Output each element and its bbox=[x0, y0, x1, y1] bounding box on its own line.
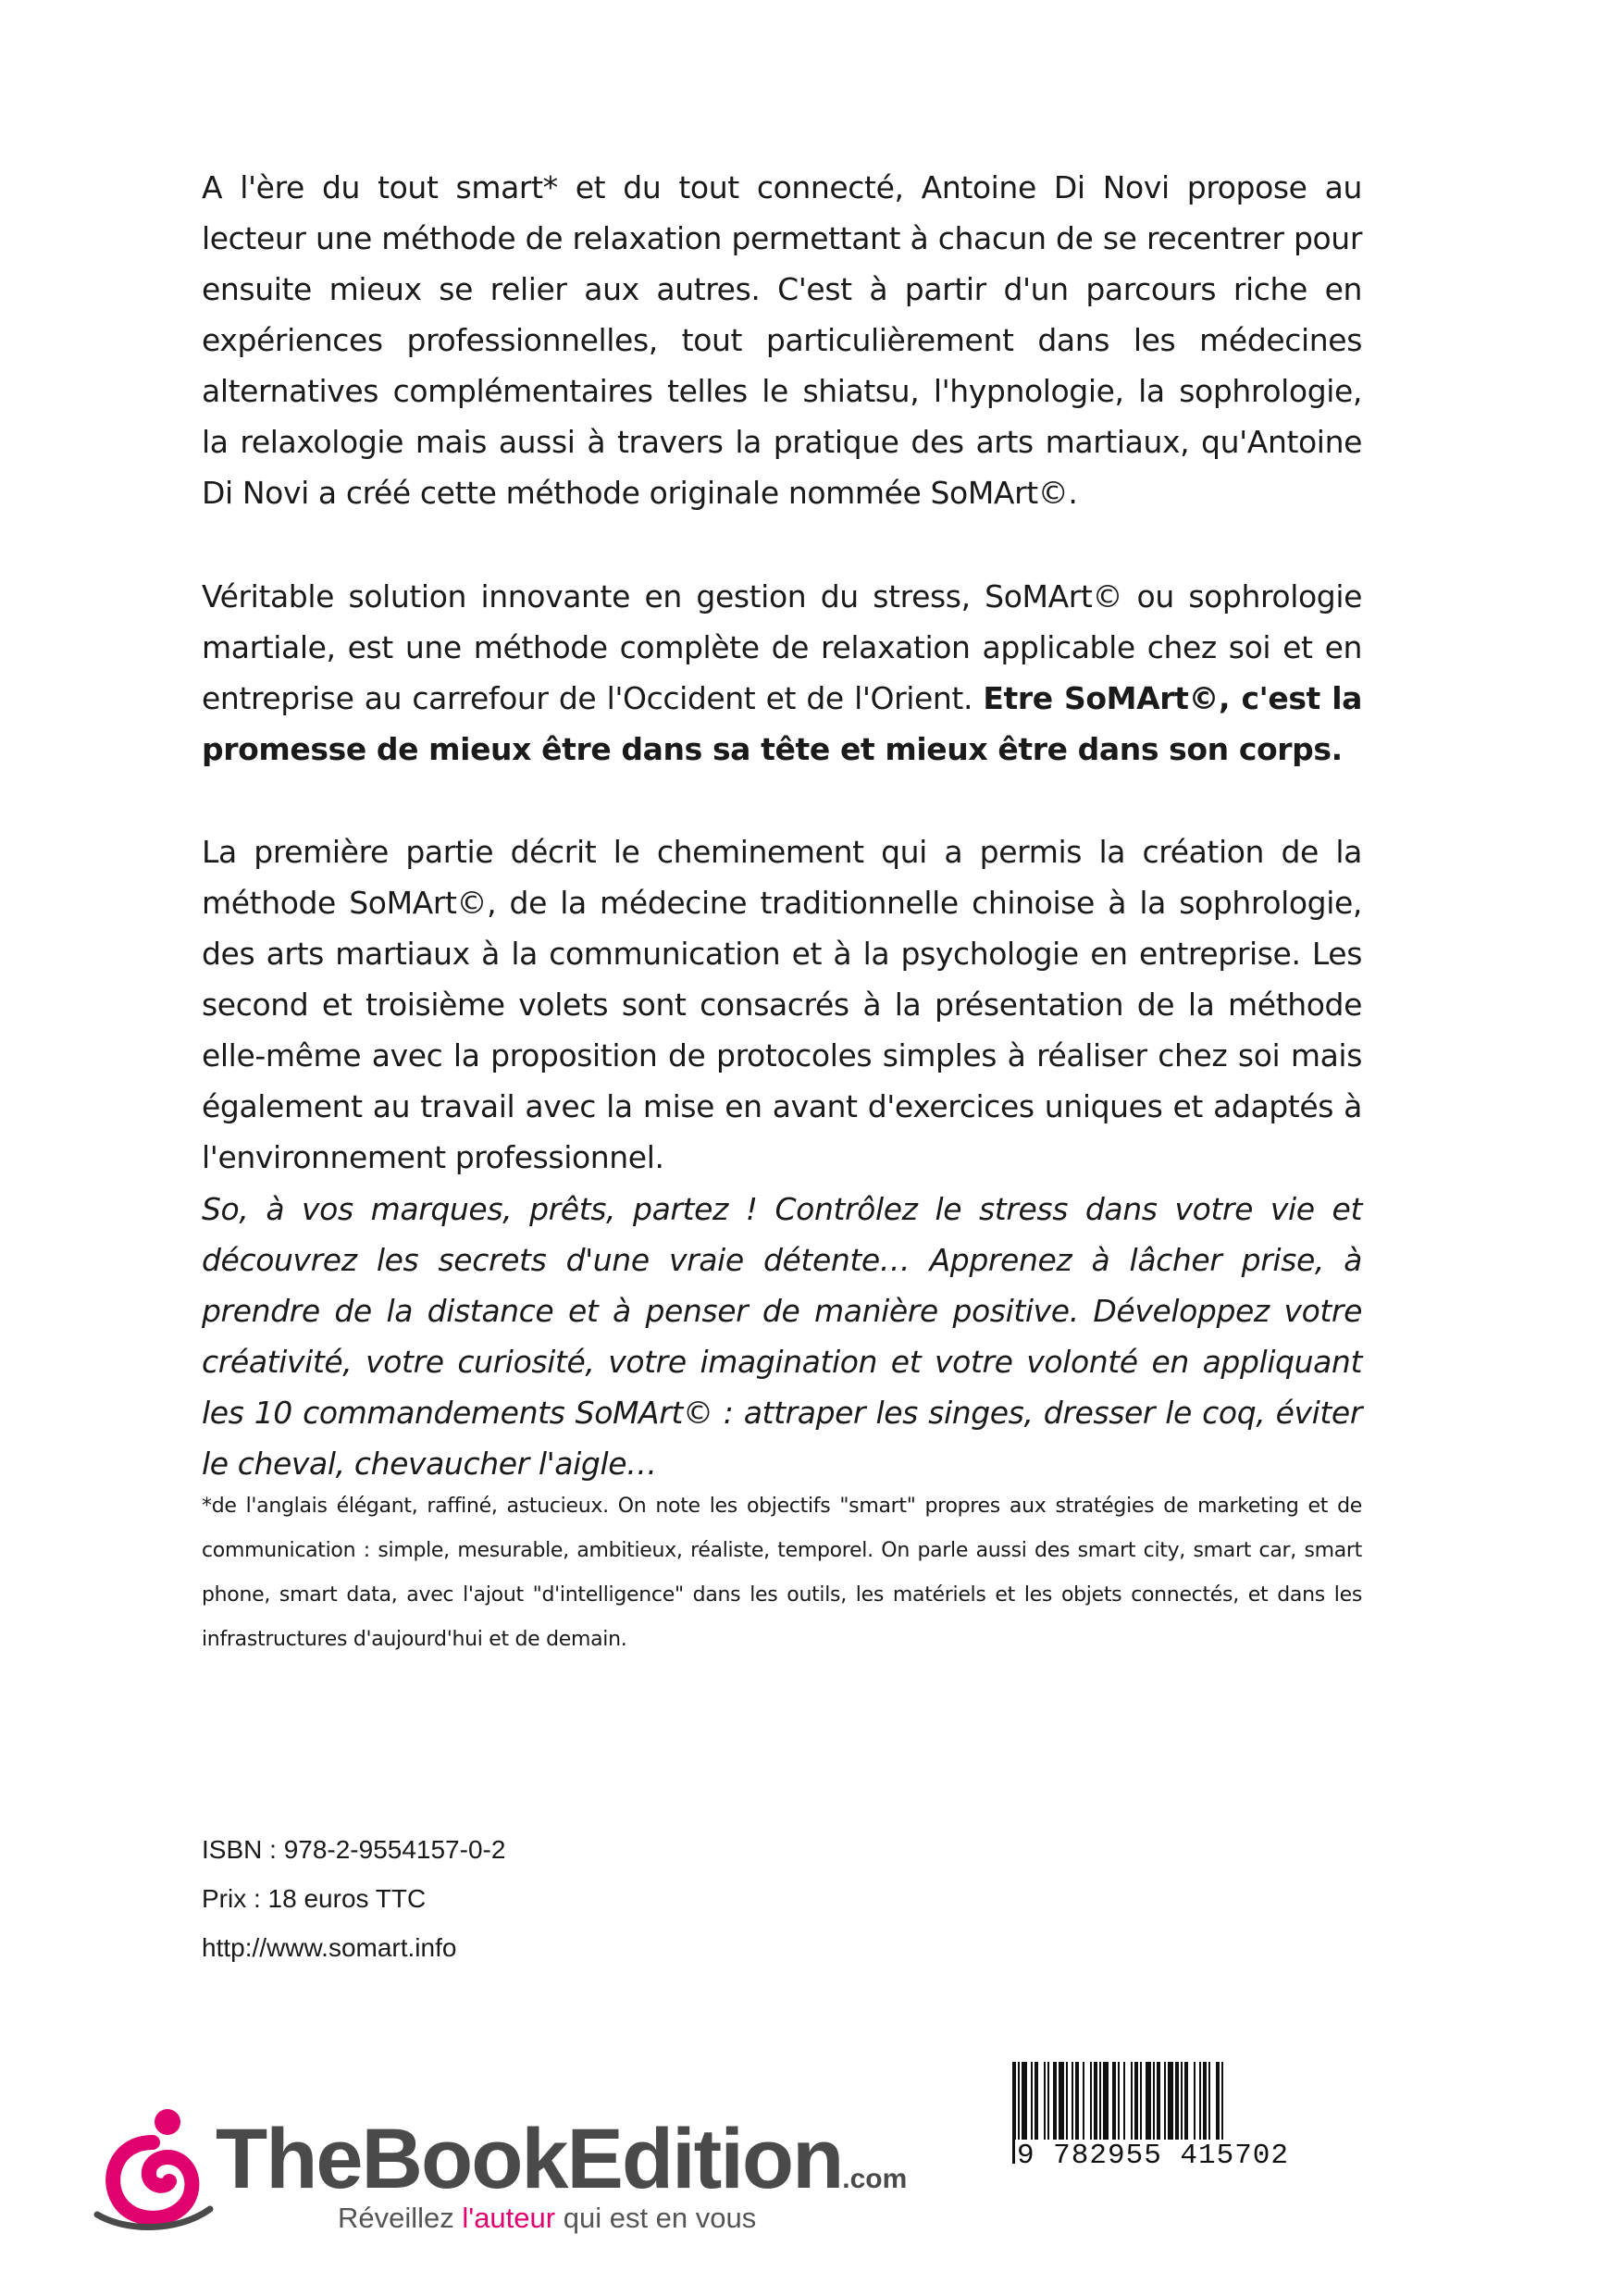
barcode-bar bbox=[1194, 2062, 1196, 2147]
intro-paragraph: A l'ère du tout smart* et du tout connecté, Antoine Di Novi propose au lecteur une méthode de relaxation permettant à chacun de se recentrer pour ensuite mieux se relier aux autres. C'est à partir d'un parcours riche en expériences professionnelles, tout particulièrement dans les médecines alternatives complémentaires telles le shiatsu, l'hypnologie, la sophrologie, la relaxologie mais aussi à travers la pratique des arts martiaux, qu'Antoine Di Novi a créé cette méthode originale nommée SoMArt©. bbox=[202, 169, 1362, 511]
barcode-bar bbox=[1203, 2062, 1207, 2147]
barcode-bar bbox=[1157, 2062, 1160, 2147]
barcode-bar bbox=[1072, 2062, 1073, 2147]
structure-paragraph: La première partie décrit le cheminement qui a permis la création de la méthode SoMArt©, de la médecine traditionnelle chinoise à la sophrologie, des arts martiaux à la communication et à la psychologie en entreprise. Les second et troisième volets sont consacrés à la présentation de la méthode elle-même avec la proposition de protocoles simples à réaliser chez soi mais également au travail avec la mise en avant d'exercices uniques et adaptés à l'environnement professionnel. bbox=[202, 834, 1362, 1175]
barcode-bar bbox=[1112, 2062, 1116, 2147]
barcode-bar bbox=[1035, 2062, 1038, 2147]
barcode-bar bbox=[1216, 2062, 1220, 2147]
barcode-bar bbox=[1075, 2062, 1079, 2147]
barcode-bar bbox=[1118, 2062, 1120, 2147]
solution-paragraph bbox=[202, 571, 1362, 775]
barcode-bar bbox=[1066, 2062, 1068, 2147]
tagline-end: qui est en vous bbox=[555, 2202, 757, 2234]
barcode-bar bbox=[1103, 2062, 1109, 2147]
barcode-bar bbox=[1208, 2062, 1210, 2147]
barcode-bar bbox=[1164, 2062, 1166, 2147]
barcode-bar bbox=[1047, 2062, 1049, 2147]
barcode-bar bbox=[1044, 2062, 1046, 2147]
barcode-digits bbox=[1009, 2140, 1297, 2172]
barcode-bar bbox=[1083, 2062, 1084, 2147]
barcode-bar bbox=[1168, 2062, 1173, 2147]
barcode-bar bbox=[1094, 2062, 1097, 2147]
barcode-bar bbox=[1184, 2062, 1188, 2147]
barcode-bar bbox=[1181, 2062, 1183, 2147]
tagline-start: Réveillez bbox=[338, 2202, 463, 2234]
publisher-tagline bbox=[338, 2202, 756, 2235]
barcode-bar bbox=[1090, 2062, 1092, 2147]
price-line: Prix : 18 euros TTC bbox=[202, 1884, 427, 1913]
publisher-logo bbox=[88, 2105, 908, 2244]
website-link[interactable]: http://www.somart.info bbox=[202, 1933, 457, 1962]
publisher-person-icon bbox=[88, 2105, 217, 2235]
solution-text: Véritable solution innovante en gestion du stress, SoMArt© ou sophrologie martiale, est une méthode complète de relaxation applicable chez soi et en entreprise au carrefour de l'Occident et de l'Orient. bbox=[202, 578, 1362, 716]
barcode-bar bbox=[1134, 2062, 1138, 2147]
barcode-bar bbox=[1140, 2062, 1142, 2147]
barcode-bar bbox=[1099, 2062, 1101, 2147]
publisher-name: TheBookEdition bbox=[216, 2112, 843, 2206]
barcode-bar bbox=[1053, 2062, 1057, 2147]
barcode-bar bbox=[1123, 2062, 1125, 2147]
isbn-barcode bbox=[1009, 2062, 1297, 2171]
barcode-bar bbox=[1153, 2062, 1155, 2147]
barcode-digits-text: 9 782955 415702 bbox=[1016, 2140, 1290, 2172]
barcode-bar bbox=[1175, 2062, 1179, 2147]
publisher-domain-suffix: .com bbox=[842, 2164, 908, 2194]
footnote: *de l'anglais élégant, raffiné, astucieux. On note les objectifs "smart" propres aux stratégies de marketing et de communication : simple, mesurable, ambitieux, réaliste, temporel. On parle aussi des smart city, smart car, smart phone, smart data, avec l'ajout "d'intelligence" dans les outils, les matériels et les objets connectés, et dans les infrastructures d'aujourd'hui et de demain. bbox=[202, 1495, 1362, 1651]
barcode-bar bbox=[1022, 2062, 1027, 2147]
barcode-bar bbox=[1131, 2062, 1133, 2147]
barcode-bar bbox=[1059, 2062, 1064, 2147]
call-to-action-paragraph: So, à vos marques, prêts, partez ! Contrôlez le stress dans votre vie et découvrez les secrets d'une vraie détente… Apprenez à lâcher prise, à prendre de la distance et à penser de manière positive. Développez votre créativité, votre curiosité, votre imagination et votre volonté en appliquant les 10 commandements SoMArt© : attraper les singes, dresser le coq, éviter le cheval, chevaucher l'aigle… bbox=[202, 1191, 1362, 1482]
barcode-bar bbox=[1031, 2062, 1033, 2147]
tagline-highlight: l'auteur bbox=[462, 2202, 556, 2234]
publisher-wordmark bbox=[216, 2111, 907, 2208]
barcode-bar bbox=[1199, 2062, 1201, 2147]
barcode-bar bbox=[1146, 2062, 1151, 2147]
solution-promise-bold: Etre SoMArt©, c'est la promesse de mieux être dans sa tête et mieux être dans son corps. bbox=[202, 680, 1362, 767]
isbn-line: ISBN : 978-2-9554157-0-2 bbox=[202, 1835, 506, 1864]
